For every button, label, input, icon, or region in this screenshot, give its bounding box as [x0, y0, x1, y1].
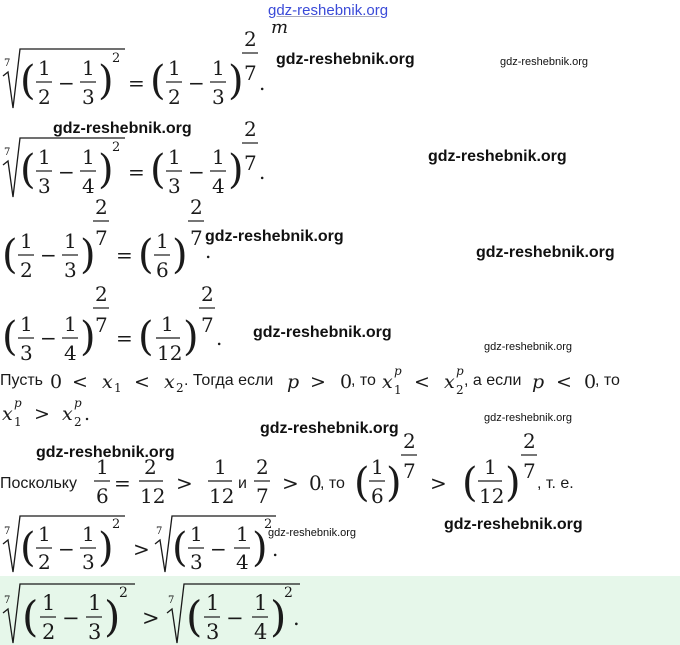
svg-text:1: 1 — [38, 56, 51, 80]
svg-text:1: 1 — [82, 145, 95, 169]
svg-text:1: 1 — [42, 591, 56, 615]
svg-text:1: 1 — [190, 522, 203, 546]
svg-text:1: 1 — [156, 229, 169, 253]
svg-text:): ) — [172, 232, 188, 278]
svg-text:3: 3 — [206, 620, 220, 644]
svg-text:1: 1 — [212, 56, 225, 80]
svg-text:2: 2 — [20, 258, 33, 282]
text-then-2: , то — [595, 372, 620, 389]
svg-text:=: = — [116, 326, 133, 350]
svg-text:(: ( — [172, 525, 188, 571]
svg-text:(: ( — [150, 147, 166, 193]
svg-text:−: − — [40, 243, 57, 267]
svg-text:2: 2 — [190, 195, 203, 219]
svg-text:7: 7 — [244, 61, 257, 85]
svg-text:<: < — [134, 371, 150, 393]
svg-text:>: > — [430, 471, 447, 495]
svg-text:1: 1 — [371, 455, 384, 479]
svg-text:7: 7 — [523, 459, 536, 483]
svg-text:6: 6 — [96, 484, 109, 508]
svg-text:>: > — [34, 403, 50, 425]
svg-text:=: = — [128, 71, 145, 95]
svg-text:7: 7 — [4, 58, 11, 69]
watermark: gdz-reshebnik.org — [500, 56, 589, 68]
svg-text:(: ( — [2, 314, 18, 360]
svg-text:1: 1 — [168, 56, 181, 80]
svg-text:6: 6 — [156, 258, 169, 282]
svg-text:2: 2 — [244, 117, 257, 141]
svg-text:7: 7 — [403, 459, 416, 483]
text-then-3: , то — [320, 475, 345, 492]
svg-text:): ) — [104, 592, 121, 641]
svg-text:3: 3 — [64, 258, 77, 282]
svg-text:2: 2 — [264, 517, 273, 532]
svg-text:7: 7 — [95, 226, 108, 250]
svg-text:3: 3 — [190, 550, 203, 574]
svg-text:1: 1 — [168, 145, 181, 169]
svg-text:6: 6 — [371, 484, 384, 508]
svg-text:): ) — [98, 147, 114, 193]
watermark: gdz-reshebnik.org — [444, 516, 583, 533]
watermark: gdz-reshebnik.org — [53, 120, 192, 137]
svg-text:−: − — [188, 160, 205, 184]
svg-text:2: 2 — [95, 282, 108, 306]
svg-text:3: 3 — [82, 85, 95, 109]
svg-text:0: 0 — [309, 471, 322, 495]
svg-text:1: 1 — [88, 591, 102, 615]
svg-text:7: 7 — [244, 151, 257, 175]
svg-text:<: < — [556, 371, 572, 393]
svg-text:(: ( — [20, 147, 36, 193]
svg-text:2: 2 — [38, 85, 51, 109]
svg-text:2: 2 — [244, 27, 257, 51]
svg-text:(: ( — [462, 460, 478, 506]
svg-text:2: 2 — [403, 429, 416, 453]
svg-text:>: > — [133, 537, 150, 561]
svg-text:x: x — [2, 403, 13, 425]
svg-text:2: 2 — [144, 455, 157, 479]
svg-text:.: . — [259, 160, 266, 184]
svg-text:4: 4 — [212, 174, 225, 198]
svg-text:1: 1 — [212, 145, 225, 169]
text-since: Поскольку — [0, 475, 77, 492]
svg-text:2: 2 — [119, 585, 128, 601]
svg-text:=: = — [128, 160, 145, 184]
svg-text:(: ( — [354, 460, 370, 506]
svg-text:3: 3 — [88, 620, 102, 644]
svg-text:1: 1 — [14, 415, 22, 429]
svg-text:=: = — [116, 243, 133, 267]
svg-text:>: > — [310, 371, 326, 393]
svg-text:7: 7 — [4, 147, 11, 158]
svg-text:x: x — [164, 371, 175, 393]
watermark: gdz-reshebnik.org — [253, 324, 392, 341]
svg-text:2: 2 — [38, 550, 51, 574]
svg-text:p: p — [456, 364, 464, 378]
svg-text:): ) — [252, 525, 268, 571]
svg-text:2: 2 — [74, 415, 82, 429]
svg-text:2: 2 — [95, 195, 108, 219]
svg-text:1: 1 — [161, 312, 174, 336]
svg-text:(: ( — [2, 232, 18, 278]
svg-text:4: 4 — [236, 550, 249, 574]
svg-text:1: 1 — [214, 455, 227, 479]
svg-text:x: x — [444, 371, 455, 393]
svg-text:7: 7 — [256, 484, 269, 508]
svg-text:3: 3 — [168, 174, 181, 198]
svg-text:): ) — [228, 147, 244, 193]
svg-text:2: 2 — [112, 517, 121, 532]
svg-text:.: . — [84, 403, 91, 425]
svg-text:0: 0 — [340, 371, 353, 393]
svg-text:−: − — [226, 606, 244, 630]
svg-text:=: = — [114, 471, 131, 495]
svg-text:p: p — [14, 396, 22, 410]
text-and: и — [238, 475, 247, 492]
svg-text:−: − — [210, 537, 227, 561]
svg-text:−: − — [58, 71, 75, 95]
svg-text:1: 1 — [484, 455, 497, 479]
svg-text:): ) — [80, 232, 96, 278]
svg-text:4: 4 — [254, 620, 268, 644]
svg-text:7: 7 — [4, 595, 11, 606]
svg-text:2: 2 — [42, 620, 56, 644]
svg-text:0: 0 — [584, 371, 597, 393]
svg-text:.: . — [272, 537, 279, 561]
svg-text:2: 2 — [168, 85, 181, 109]
svg-text:2: 2 — [176, 381, 184, 395]
svg-text:): ) — [183, 314, 199, 360]
svg-text:2: 2 — [256, 455, 269, 479]
svg-text:): ) — [386, 460, 402, 506]
svg-text:): ) — [98, 525, 114, 571]
svg-text:3: 3 — [82, 550, 95, 574]
svg-text:−: − — [58, 537, 75, 561]
svg-text:7: 7 — [156, 526, 163, 537]
svg-text:(: ( — [138, 314, 154, 360]
svg-text:x: x — [102, 371, 113, 393]
text-let: Пусть — [0, 372, 43, 389]
watermark: gdz-reshebnik.org — [476, 244, 615, 261]
svg-text:.: . — [205, 239, 212, 263]
svg-text:2: 2 — [112, 140, 121, 155]
svg-text:−: − — [58, 160, 75, 184]
svg-text:.: . — [216, 326, 223, 350]
svg-text:.: . — [259, 71, 266, 95]
svg-text:4: 4 — [64, 341, 77, 365]
svg-text:2: 2 — [112, 51, 121, 66]
svg-text:>: > — [176, 471, 193, 495]
svg-text:1: 1 — [394, 383, 402, 397]
svg-text:3: 3 — [38, 174, 51, 198]
svg-text:2: 2 — [523, 429, 536, 453]
svg-text:.: . — [293, 606, 300, 630]
svg-text:m: m — [271, 17, 289, 38]
watermark: gdz-reshebnik.org — [428, 148, 567, 165]
svg-text:4: 4 — [82, 174, 95, 198]
svg-text:−: − — [62, 606, 80, 630]
svg-text:3: 3 — [212, 85, 225, 109]
svg-text:2: 2 — [284, 585, 293, 601]
svg-text:<: < — [72, 371, 88, 393]
svg-text:): ) — [505, 460, 521, 506]
svg-text:12: 12 — [157, 341, 183, 365]
svg-text:1: 1 — [20, 229, 33, 253]
watermark: gdz-reshebnik.org — [36, 444, 175, 461]
watermark: gdz-reshebnik.org — [268, 527, 357, 539]
watermark: gdz-reshebnik.org — [205, 228, 344, 245]
text-ie: , т. е. — [537, 475, 574, 492]
svg-text:1: 1 — [82, 56, 95, 80]
svg-text:1: 1 — [64, 312, 77, 336]
svg-text:p: p — [74, 396, 82, 410]
text-and-if: , а если — [464, 372, 522, 389]
svg-text:1: 1 — [82, 522, 95, 546]
svg-text:): ) — [228, 58, 244, 104]
svg-text:7: 7 — [201, 313, 214, 337]
svg-text:−: − — [188, 71, 205, 95]
svg-text:1: 1 — [20, 312, 33, 336]
svg-text:(: ( — [20, 58, 36, 104]
svg-text:7: 7 — [190, 226, 203, 250]
svg-text:(: ( — [150, 58, 166, 104]
watermark: gdz-reshebnik.org — [276, 51, 415, 68]
svg-text:x: x — [382, 371, 393, 393]
svg-text:): ) — [270, 592, 287, 641]
svg-text:7: 7 — [4, 526, 11, 537]
svg-text:−: − — [40, 326, 57, 350]
svg-text:(: ( — [138, 232, 154, 278]
svg-text:1: 1 — [38, 522, 51, 546]
svg-text:<: < — [414, 371, 430, 393]
svg-text:1: 1 — [254, 591, 268, 615]
svg-text:p: p — [394, 364, 402, 378]
watermark: gdz-reshebnik.org — [484, 341, 573, 353]
text-then: , то — [351, 372, 376, 389]
svg-text:>: > — [142, 606, 160, 630]
svg-text:1: 1 — [114, 381, 122, 395]
svg-text:p: p — [287, 371, 300, 393]
svg-text:(: ( — [186, 592, 203, 641]
watermark-top: gdz-reshebnik.org — [268, 2, 389, 19]
svg-text:3: 3 — [20, 341, 33, 365]
svg-text:(: ( — [20, 525, 36, 571]
svg-text:1: 1 — [38, 145, 51, 169]
svg-text:7: 7 — [95, 313, 108, 337]
svg-text:12: 12 — [140, 484, 166, 508]
svg-text:0: 0 — [50, 371, 63, 393]
svg-text:1: 1 — [236, 522, 249, 546]
svg-text:(: ( — [22, 592, 39, 641]
watermark: gdz-reshebnik.org — [484, 412, 573, 424]
svg-text:p: p — [532, 371, 545, 393]
svg-text:12: 12 — [479, 484, 505, 508]
svg-text:1: 1 — [206, 591, 220, 615]
svg-text:): ) — [80, 314, 96, 360]
svg-text:7: 7 — [168, 595, 175, 606]
svg-text:x: x — [62, 403, 73, 425]
text-then-if: . Тогда если — [184, 372, 274, 389]
svg-text:12: 12 — [209, 484, 235, 508]
svg-text:1: 1 — [64, 229, 77, 253]
svg-text:2: 2 — [456, 383, 464, 397]
svg-text:): ) — [98, 58, 114, 104]
svg-text:>: > — [282, 471, 299, 495]
svg-text:1: 1 — [96, 455, 109, 479]
watermark: gdz-reshebnik.org — [260, 420, 399, 437]
svg-text:2: 2 — [201, 282, 214, 306]
